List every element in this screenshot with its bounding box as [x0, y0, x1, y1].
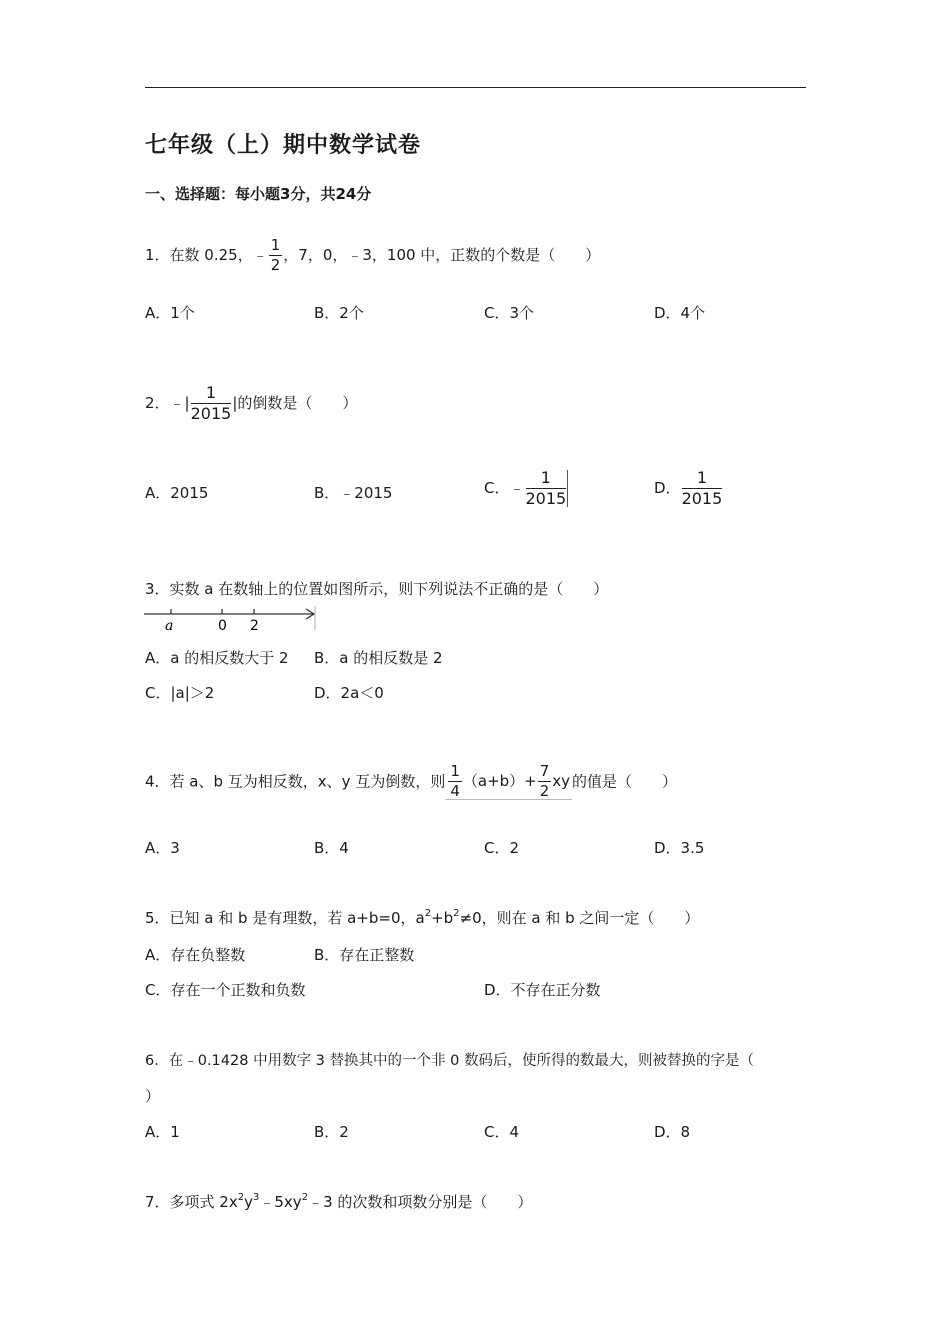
q4-option-b: B．4	[314, 839, 349, 857]
q5-option-d: D．不存在正分数	[484, 981, 601, 999]
page-title: 七年级（上）期中数学试卷	[145, 133, 422, 158]
q6-option-a: A．1	[145, 1123, 180, 1141]
number-line-figure	[143, 604, 318, 634]
section-heading: 一、选择题：每小题3分，共24分	[145, 185, 372, 203]
fraction: $\frac{1}{2}$	[270, 236, 281, 274]
fraction: $\frac{7}{2}$	[539, 762, 550, 800]
q6-option-d: D．8	[654, 1123, 691, 1141]
question-4: 4．若 a、b 互为相反数，x、y 互为倒数，则 $\frac{1}{4}$ （a+b）+ $\frac{7}{2}$ xy 的值是（ ）	[145, 762, 678, 800]
header-rule	[145, 87, 806, 88]
q5-option-c: C．存在一个正数和负数	[145, 981, 306, 999]
q2-option-c: C．﹣ $\frac{1}{2015}$	[484, 468, 567, 508]
q1-option-d: D．4个	[654, 304, 706, 322]
question-6-line-1: 6．在﹣0.1428 中用数字 3 替换其中的一个非 0 数码后，使所得的数最大，则被替换的字是（	[145, 1053, 754, 1069]
axis-label-0: 0	[218, 618, 227, 634]
axis-label-a: a	[165, 618, 174, 634]
q2-option-a: A．2015	[145, 484, 209, 502]
question-1: 1．在数 0.25，﹣ $\frac{1}{2}$ ，7，0，﹣3，100 中，正数的个数是（ ）	[145, 236, 601, 274]
q1-option-b: B．2个	[314, 304, 364, 322]
q2-option-b: B．﹣2015	[314, 484, 393, 502]
q6-option-c: C．4	[484, 1123, 520, 1141]
q1-option-a: A．1个	[145, 304, 195, 322]
question-6-line-2: ）	[145, 1087, 161, 1105]
fraction: $\frac{1}{2015}$	[681, 468, 723, 508]
q6-option-b: B．2	[314, 1123, 349, 1141]
fraction: $\frac{1}{2015}$	[190, 383, 232, 423]
fraction: $\frac{1}{2015}$	[525, 468, 567, 508]
q3-option-c: C．|a|＞2	[145, 684, 215, 702]
q3-option-b: B．a 的相反数是 2	[314, 649, 443, 667]
q4-option-c: C．2	[484, 839, 520, 857]
question-3: 3．实数 a 在数轴上的位置如图所示，则下列说法不正确的是（ ）	[145, 580, 609, 598]
q5-option-a: A．存在负整数	[145, 946, 246, 964]
q4-option-a: A．3	[145, 839, 180, 857]
q4-option-d: D．3.5	[654, 839, 705, 857]
axis-label-2: 2	[250, 618, 259, 634]
question-5: 5．已知 a 和 b 是有理数，若 a+b=0，$a^2+b^2\ne 0$，则在 a 和 b 之间一定（ ）	[145, 908, 700, 927]
question-2: 2．﹣| $\frac{1}{2015}$ |的倒数是（ ）	[145, 383, 358, 423]
q3-option-a: A．a 的相反数大于 2	[145, 649, 289, 667]
q2-option-d: D． $\frac{1}{2015}$	[654, 468, 723, 508]
q3-option-d: D．2a＜0	[314, 684, 384, 702]
expression-image: $\frac{1}{4}$ （a+b）+ $\frac{7}{2}$ xy	[445, 764, 572, 800]
fraction: $\frac{1}{4}$	[450, 762, 460, 800]
q1-option-c: C．3个	[484, 304, 535, 322]
question-7: 7．多项式 $2x^2y^3﹣5xy^2﹣3$ 的次数和项数分别是（ ）	[145, 1192, 533, 1211]
q5-option-b: B．存在正整数	[314, 946, 415, 964]
